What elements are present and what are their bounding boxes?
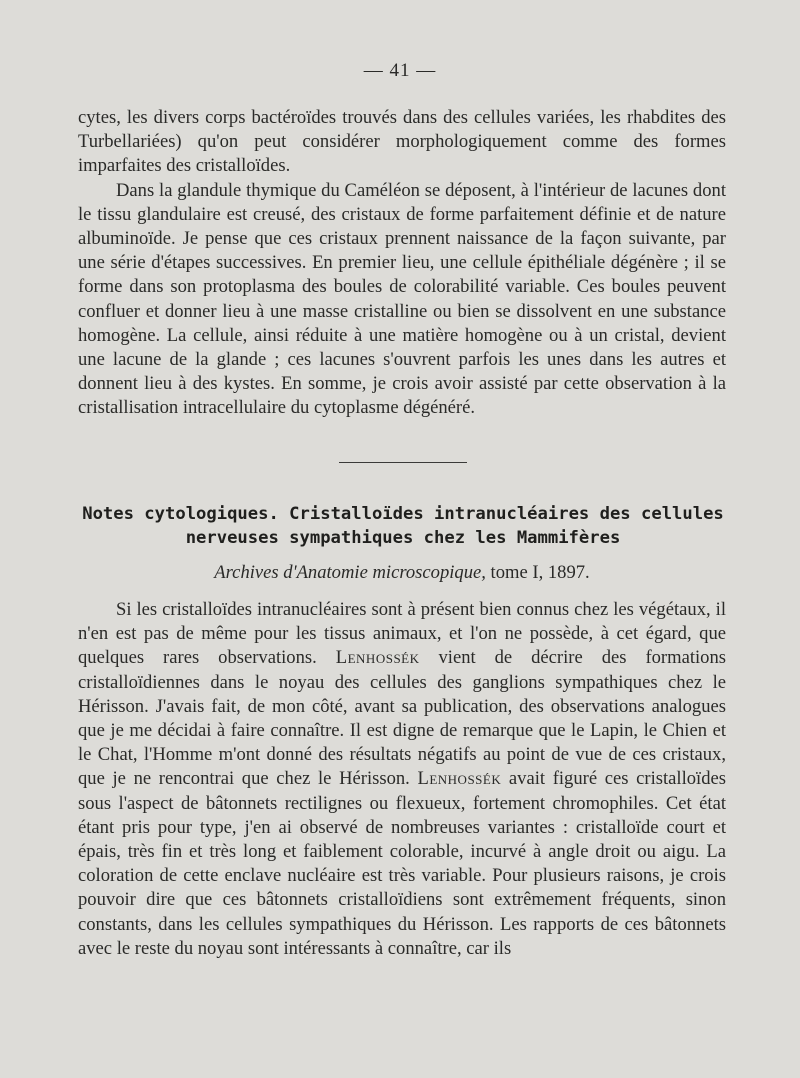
article-body xyxy=(78,598,726,961)
page-number: — 41 — xyxy=(363,60,437,81)
text-segment: vient de décrire des formations cristalloïdiennes dans le noyau des cellules des ganglions sympathiques chez le Hérisson. J'avais fait, de mon côté, avant sa publication, des observations analogues que je me décidai à faire connaître. Il est digne de remarque que le Lapin, le Chien et le Chat, l'Homme m'ont donné des résultats négatifs au point de vue de ces cristaux, que je ne rencontrai que chez le Hérisson. xyxy=(78,647,726,790)
section-divider xyxy=(339,462,467,463)
article-title: Notes cytologiques. Cristalloïdes intranucléaires des cellules nerveuses sympathiques chez les Mammifères xyxy=(82,504,724,548)
paragraph-cameleon: Dans la glandule thymique du Caméléon se déposent, à l'intérieur de lacunes dont le tissu glandulaire est creusé, des cristaux de forme parfaitement définie et de nature albuminoïde. Je pense que ces cristaux prennent naissance de la façon suivante, par une série d'étapes successives. En premier lieu, une cellule épithéliale dégénère ; il se forme dans son protoplasma des boules de colorabilité variable. Ces boules peuvent confluer et donner lieu à une masse cristalline ou bien se dissolvent en une substance homogène. La cellule, ainsi réduite à une matière homogène ou à un cristal, devient une lacune de la glande ; ces lacunes s'ouvrent parfois les unes dans les autres et donnent lieu à des kystes. En somme, je crois avoir assisté par cette observation à la cristallisation intracellulaire du cytoplasme dégénéré. xyxy=(78,179,726,419)
author-name: Lenhossék xyxy=(417,768,502,790)
text-segment: avait figuré ces cristalloïdes sous l'aspect de bâtonnets rectilignes ou flexueux, fortement chromophiles. Cet état étant pris pour type, j'en ai observé de nombreuses variantes : cristalloïde court et épais, très fin et très long et faiblement colorable, incurvé à angle droit ou aigu. La coloration de cette enclave nucléaire est très variable. Pour plusieurs raisons, je crois pouvoir dire que ces bâtonnets cristalloïdiens sont extrêmement fréquents, sinon constants, dans les cellules sympathiques du Hérisson. Les rapports de ces bâtonnets avec le reste du noyau sont intéressants à connaître, car ils xyxy=(78,768,726,959)
section-continuation xyxy=(78,106,726,421)
paragraph-cristalloides xyxy=(78,598,726,961)
text-segment: Si les cristalloïdes intranucléaires sont à présent bien connus chez les végétaux, il n'en est pas de même pour les tissus animaux, et l'on ne possède, à cet égard, que quelques rares observations. xyxy=(78,599,726,669)
citation-volume-year: tome I, 1897. xyxy=(485,562,590,583)
citation-journal: Archives d'Anatomie microscopique, xyxy=(214,562,486,583)
paragraph-continued: cytes, les divers corps bactéroïdes trouvés dans des cellules variées, les rhabdites des Turbellariées) qu'on peut considérer morphologiquement comme des formes imparfaites des cristalloïdes. xyxy=(78,107,726,177)
article-citation xyxy=(78,562,726,584)
author-name: Lenhossék xyxy=(335,647,420,669)
